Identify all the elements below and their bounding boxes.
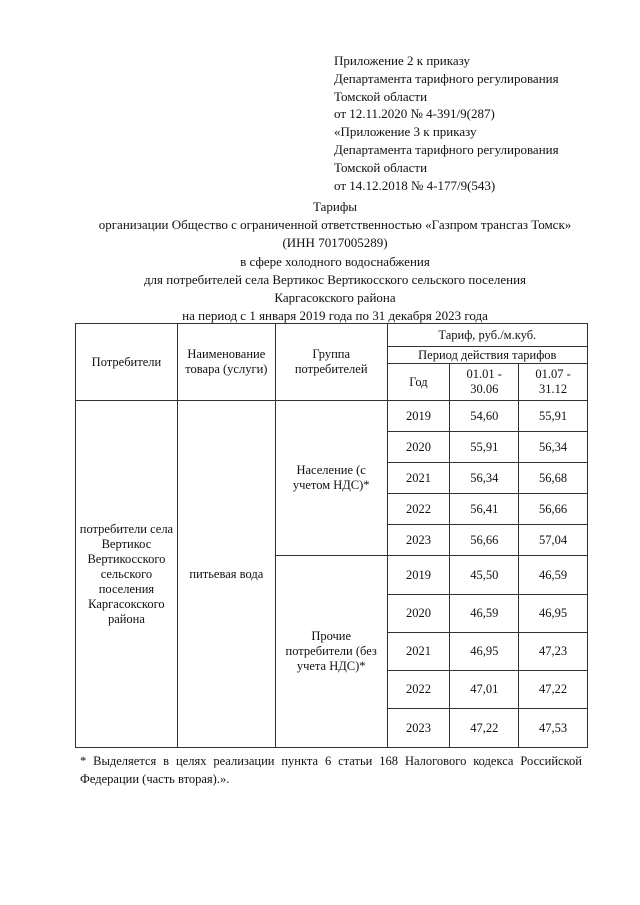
tariff-cell: 56,41 <box>450 494 519 525</box>
header-year: Год <box>387 364 450 401</box>
year-cell: 2022 <box>387 671 450 709</box>
header-line: Департамента тарифного регулирования <box>334 141 559 157</box>
title-line: Тарифы <box>312 199 357 214</box>
year-cell: 2020 <box>387 595 450 633</box>
year-cell: 2022 <box>387 494 450 525</box>
title-line: в сфере холодного водоснабжения <box>240 253 430 269</box>
tariff-cell: 46,59 <box>450 595 519 633</box>
year-cell: 2023 <box>387 525 450 556</box>
tariff-cell: 47,22 <box>519 671 588 709</box>
table-row <box>76 401 588 432</box>
tariff-cell: 56,34 <box>519 432 588 463</box>
tariff-cell: 47,53 <box>519 709 588 748</box>
consumers-cell: потребители села Вертикос Вертикосского сельского поселения Каргасокского района <box>76 401 178 748</box>
tariff-cell: 47,22 <box>450 709 519 748</box>
footnote: * Выделяется в целях реализации пункта 6 статьи 168 Налогового кодекса Российской Федерации (часть вторая).». <box>80 754 582 786</box>
document-title <box>40 198 630 325</box>
year-cell: 2019 <box>387 401 450 432</box>
tariff-table <box>75 323 588 748</box>
tariff-cell: 56,34 <box>450 463 519 494</box>
header-consumers: Потребители <box>76 324 178 401</box>
header-line: от 12.11.2020 № 4-391/9(287) <box>334 106 495 122</box>
year-cell: 2020 <box>387 432 450 463</box>
year-cell: 2023 <box>387 709 450 748</box>
header-line: Департамента тарифного регулирования <box>334 70 559 86</box>
tariff-cell: 46,59 <box>519 556 588 595</box>
tariff-cell: 55,91 <box>450 432 519 463</box>
header-line: от 14.12.2018 № 4-177/9(543) <box>334 177 496 193</box>
year-cell: 2021 <box>387 463 450 494</box>
group-population-cell: Население (с учетом НДС)* <box>275 401 387 556</box>
title-line: Каргасокского района <box>274 290 396 306</box>
header-line: Томской области <box>334 88 428 104</box>
tariff-cell: 46,95 <box>450 633 519 671</box>
tariff-cell: 57,04 <box>519 525 588 556</box>
tariff-cell: 47,01 <box>450 671 519 709</box>
title-line: для потребителей села Вертикос Вертикосского сельского поселения <box>143 271 527 287</box>
header-tariff: Тариф, руб./м.куб. <box>387 324 587 347</box>
year-cell: 2021 <box>387 633 450 671</box>
tariff-cell: 45,50 <box>450 556 519 595</box>
title-line: организации Общество с ограниченной ответственностью «Газпром трансгаз Томск» <box>98 217 572 233</box>
product-cell: питьевая вода <box>177 401 275 748</box>
header-line: Томской области <box>334 159 428 175</box>
header-period: Период действия тарифов <box>387 347 587 364</box>
approval-header <box>334 52 624 194</box>
tariff-cell: 56,66 <box>519 494 588 525</box>
tariff-cell: 54,60 <box>450 401 519 432</box>
title-line: (ИНН 7017005289) <box>282 235 388 251</box>
tariff-cell: 46,95 <box>519 595 588 633</box>
title-line: на период с 1 января 2019 года по 31 декабря 2023 года <box>182 308 488 324</box>
tariff-cell: 56,68 <box>519 463 588 494</box>
group-other-cell: Прочие потребители (без учета НДС)* <box>275 556 387 748</box>
tariff-cell: 56,66 <box>450 525 519 556</box>
header-line: «Приложение 3 к приказу <box>334 124 477 140</box>
tariff-cell: 55,91 <box>519 401 588 432</box>
header-product: Наименование товара (услуги) <box>177 324 275 401</box>
header-first-half: 01.01 - 30.06 <box>450 364 519 401</box>
header-line: Приложение 2 к приказу <box>334 53 471 68</box>
tariff-cell: 47,23 <box>519 633 588 671</box>
header-group: Группа потребителей <box>275 324 387 401</box>
year-cell: 2019 <box>387 556 450 595</box>
header-second-half: 01.07 - 31.12 <box>519 364 588 401</box>
